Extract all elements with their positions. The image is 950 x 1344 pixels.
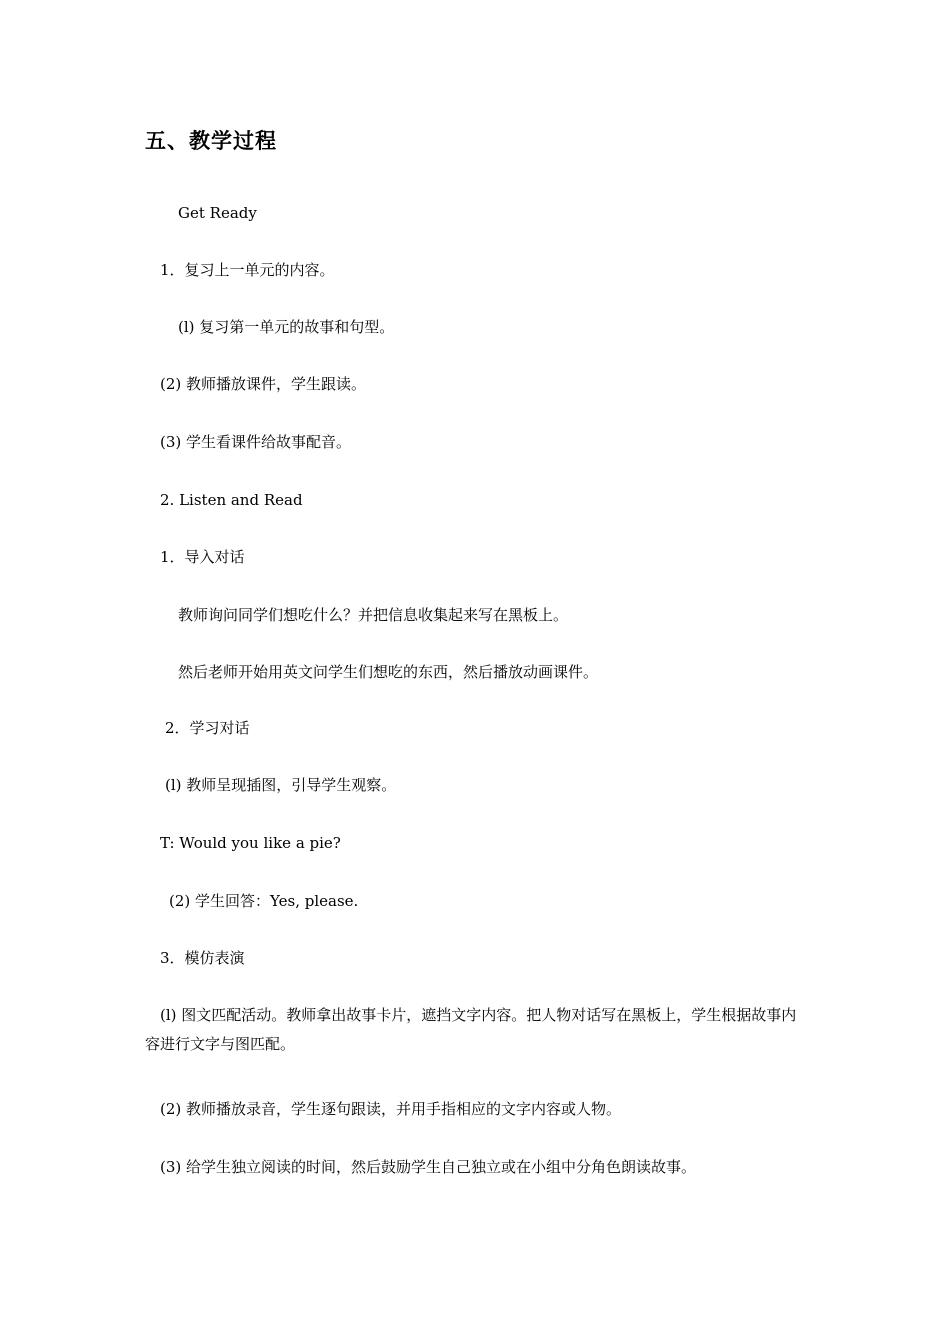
dialogue-teacher-line: T: Would you like a pie? bbox=[160, 834, 341, 852]
subsection-listen-and-read: 2. Listen and Read bbox=[160, 491, 303, 509]
step-1-intro-dialogue: 1．导入对话 bbox=[160, 548, 245, 566]
step-1-item-1: (l) 复习第一单元的故事和句型。 bbox=[178, 318, 395, 336]
step-3-role-play: 3．模仿表演 bbox=[160, 949, 245, 967]
step-3-item-1: (l) 图文匹配活动。教师拿出故事卡片，遮挡文字内容。把人物对话写在黑板上，学生根据故事内容进行文字与图匹配。 bbox=[145, 1006, 797, 1053]
step-3-item-2: (2) 教师播放录音，学生逐句跟读，并用手指相应的文字内容或人物。 bbox=[160, 1100, 622, 1118]
step-1-item-2: (2) 教师播放课件，学生跟读。 bbox=[160, 375, 367, 393]
step-3-item-3: (3) 给学生独立阅读的时间，然后鼓励学生自己独立或在小组中分角色朗读故事。 bbox=[160, 1158, 697, 1176]
step-2-item-2: (2) 学生回答：Yes, please. bbox=[169, 892, 359, 910]
step-1-item-3: (3) 学生看课件给故事配音。 bbox=[160, 433, 352, 451]
subsection-get-ready: Get Ready bbox=[178, 204, 257, 222]
step-2-learn-dialogue: 2．学习对话 bbox=[165, 719, 250, 737]
intro-paragraph-2: 然后老师开始用英文问学生们想吃的东西，然后播放动画课件。 bbox=[178, 663, 599, 681]
step-2-item-1: (l) 教师呈现插图，引导学生观察。 bbox=[165, 776, 397, 794]
intro-paragraph-1: 教师询问同学们想吃什么？并把信息收集起来写在黑板上。 bbox=[178, 606, 569, 624]
section-heading: 五、教学过程 bbox=[145, 129, 277, 153]
step-1-review: 1．复习上一单元的内容。 bbox=[160, 261, 335, 279]
